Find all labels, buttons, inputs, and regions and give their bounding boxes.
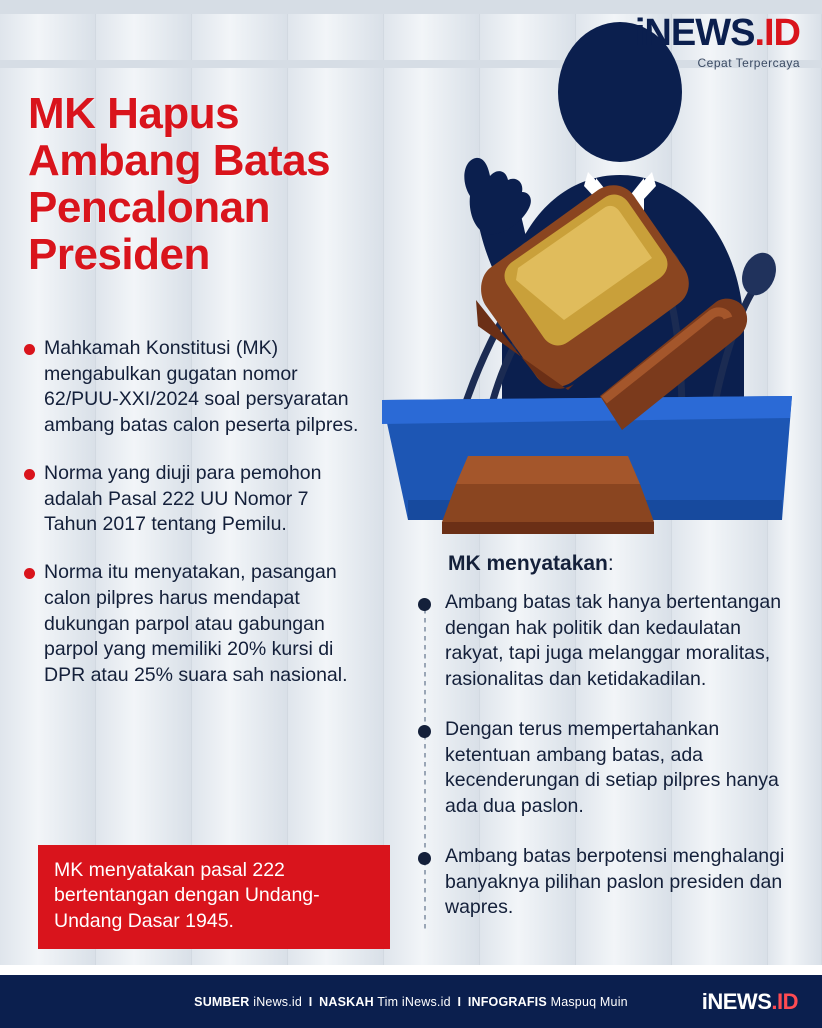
footer-sumber-label: SUMBER (194, 994, 250, 1009)
bullet-dot-icon (418, 598, 431, 611)
brand-logo (635, 14, 800, 70)
list-item (418, 717, 804, 820)
footer-naskah-value: Tim iNews.id (377, 994, 451, 1009)
bullet-dot-icon (24, 344, 35, 355)
callout-box: MK menyatakan pasal 222 bertentangan dengan Undang-Undang Dasar 1945. (38, 845, 390, 949)
list-item (418, 844, 804, 921)
list-item (24, 461, 364, 538)
footer-infografis-value: Maspuq Muin (550, 994, 628, 1009)
brand-logo-main: iNEWS (634, 12, 755, 54)
brand-logo-text (635, 14, 800, 52)
footer-white-strip (0, 965, 822, 975)
left-bullet-list (24, 336, 364, 711)
footer-brand-logo (702, 989, 798, 1015)
footer-logo-id: ID (777, 988, 798, 1014)
brand-logo-dot: . (754, 12, 764, 54)
brand-tagline: Cepat Terpercaya (697, 56, 800, 70)
right-panel-heading-bold: MK menyatakan (448, 552, 608, 575)
right-statement-panel (418, 552, 804, 945)
bullet-text: Dengan terus mempertahankan ketentuan ambang batas, ada kecenderungan di setiap pilpres hanya ada dua paslon. (445, 717, 779, 818)
footer-logo-dot: . (771, 988, 777, 1014)
list-item (418, 590, 804, 693)
list-item (24, 560, 364, 689)
footer-bar (0, 975, 822, 1028)
bullet-text: Ambang batas berpotensi menghalangi banyaknya pilihan paslon presiden dan wapres. (445, 844, 785, 919)
footer-infografis-label: INFOGRAFIS (467, 994, 547, 1009)
page-title: MK Hapus Ambang Batas Pencalonan Presiden (28, 89, 331, 280)
bullet-dot-icon (24, 568, 35, 579)
footer-naskah-label: NASKAH (319, 994, 374, 1009)
bullet-text: Mahkamah Konstitusi (MK) mengabulkan gugatan nomor 62/PUU-XXI/2024 soal persyaratan ambang batas calon peserta pilpres. (44, 337, 359, 437)
bullet-dot-icon (418, 852, 431, 865)
footer-sumber-value: iNews.id (253, 994, 303, 1009)
right-panel-heading (448, 552, 804, 576)
footer-logo-main: iNEWS (701, 988, 772, 1014)
brand-logo-id: ID (764, 12, 800, 54)
bullet-dot-icon (24, 469, 35, 480)
footer-separator: I (308, 994, 313, 1009)
bullet-dot-icon (418, 725, 431, 738)
footer-credits (194, 995, 628, 1009)
list-item (24, 336, 364, 439)
bullet-text: Norma itu menyatakan, pasangan calon pilpres harus mendapat dukungan parpol atau gabungan parpol yang memiliki 20% kursi di DPR atau 25% suara sah nasional. (44, 561, 348, 687)
right-panel-heading-colon: : (607, 552, 614, 575)
bullet-text: Norma yang diuji para pemohon adalah Pasal 222 UU Nomor 7 Tahun 2017 tentang Pemilu. (44, 461, 322, 536)
footer-separator: I (457, 994, 462, 1009)
bullet-text: Ambang batas tak hanya bertentangan dengan hak politik dan kedaulatan rakyat, tapi juga melanggar moralitas, rasionalitas dan ketidakadilan. (445, 591, 782, 691)
podium-illustration (352, 0, 822, 600)
